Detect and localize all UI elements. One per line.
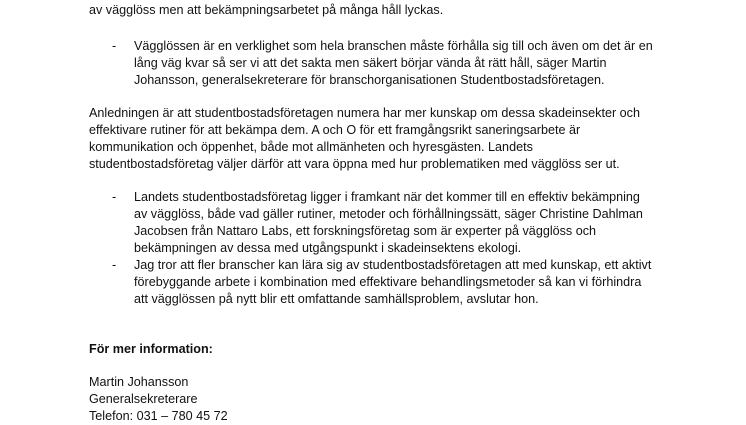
contact-role: Generalsekreterare — [89, 392, 198, 406]
contact-phone: Telefon: 031 – 780 45 72 — [89, 409, 228, 423]
quote2-line-4: bekämpningen av dessa med utgångspunkt i skadeinsektens ekologi. — [134, 241, 522, 255]
quote1-line-3: Johansson, generalsekreterare för branschorganisationen Studentbostadsföretagen. — [134, 73, 605, 87]
bullet-dash: - — [112, 39, 117, 53]
bullet-dash: - — [112, 258, 117, 272]
bullet-dash: - — [112, 190, 117, 204]
contact-heading: För mer information: — [89, 342, 213, 356]
quote2-line-3: Jacobsen från Nattaro Labs, ett forskningsföretag som är experter på vägglöss och — [134, 224, 597, 238]
quote3-line-1: Jag tror att fler branscher kan lära sig av studentbostadsföretagen att med kunskap, ett aktivt — [134, 258, 652, 272]
contact-name: Martin Johansson — [89, 375, 189, 389]
paragraph2-line-3: kommunikation och öppenhet, både mot allmänheten och hyresgästen. Landets — [89, 140, 533, 154]
intro-tail: av vägglöss men att bekämpningsarbetet på många håll lyckas. — [89, 3, 444, 17]
quote1-line-2: lång väg kvar så ser vi att det sakta men säkert börjar vända åt rätt håll, säger Martin — [134, 56, 607, 70]
paragraph2-line-4: studentbostadsföretag väljer därför att vara öppna med hur problematiken med vägglöss ser ut. — [89, 157, 620, 171]
quote3-line-2: förebyggande arbete i kombination med effektivare behandlingsmetoder så kan vi förhindra — [134, 275, 642, 289]
paragraph2-line-2: effektivare rutiner för att bekämpa dem. A och O för ett framgångsrikt saneringsarbete är — [89, 123, 581, 137]
paragraph2-line-1: Anledningen är att studentbostadsföretagen numera har mer kunskap om dessa skadeinsekter och — [89, 106, 640, 120]
quote3-line-3: att vägglössen på nytt blir ett omfattande samhällsproblem, avslutar hon. — [134, 292, 539, 306]
quote1-line-1: Vägglössen är en verklighet som hela branschen måste förhålla sig till och även om det är en — [134, 39, 653, 53]
quote2-line-1: Landets studentbostadsföretag ligger i framkant när det kommer till en effektiv bekämpning — [134, 190, 640, 204]
quote2-line-2: av vägglöss, både vad gäller rutiner, metoder och förhållningssätt, säger Christine Dahlman — [134, 207, 643, 221]
